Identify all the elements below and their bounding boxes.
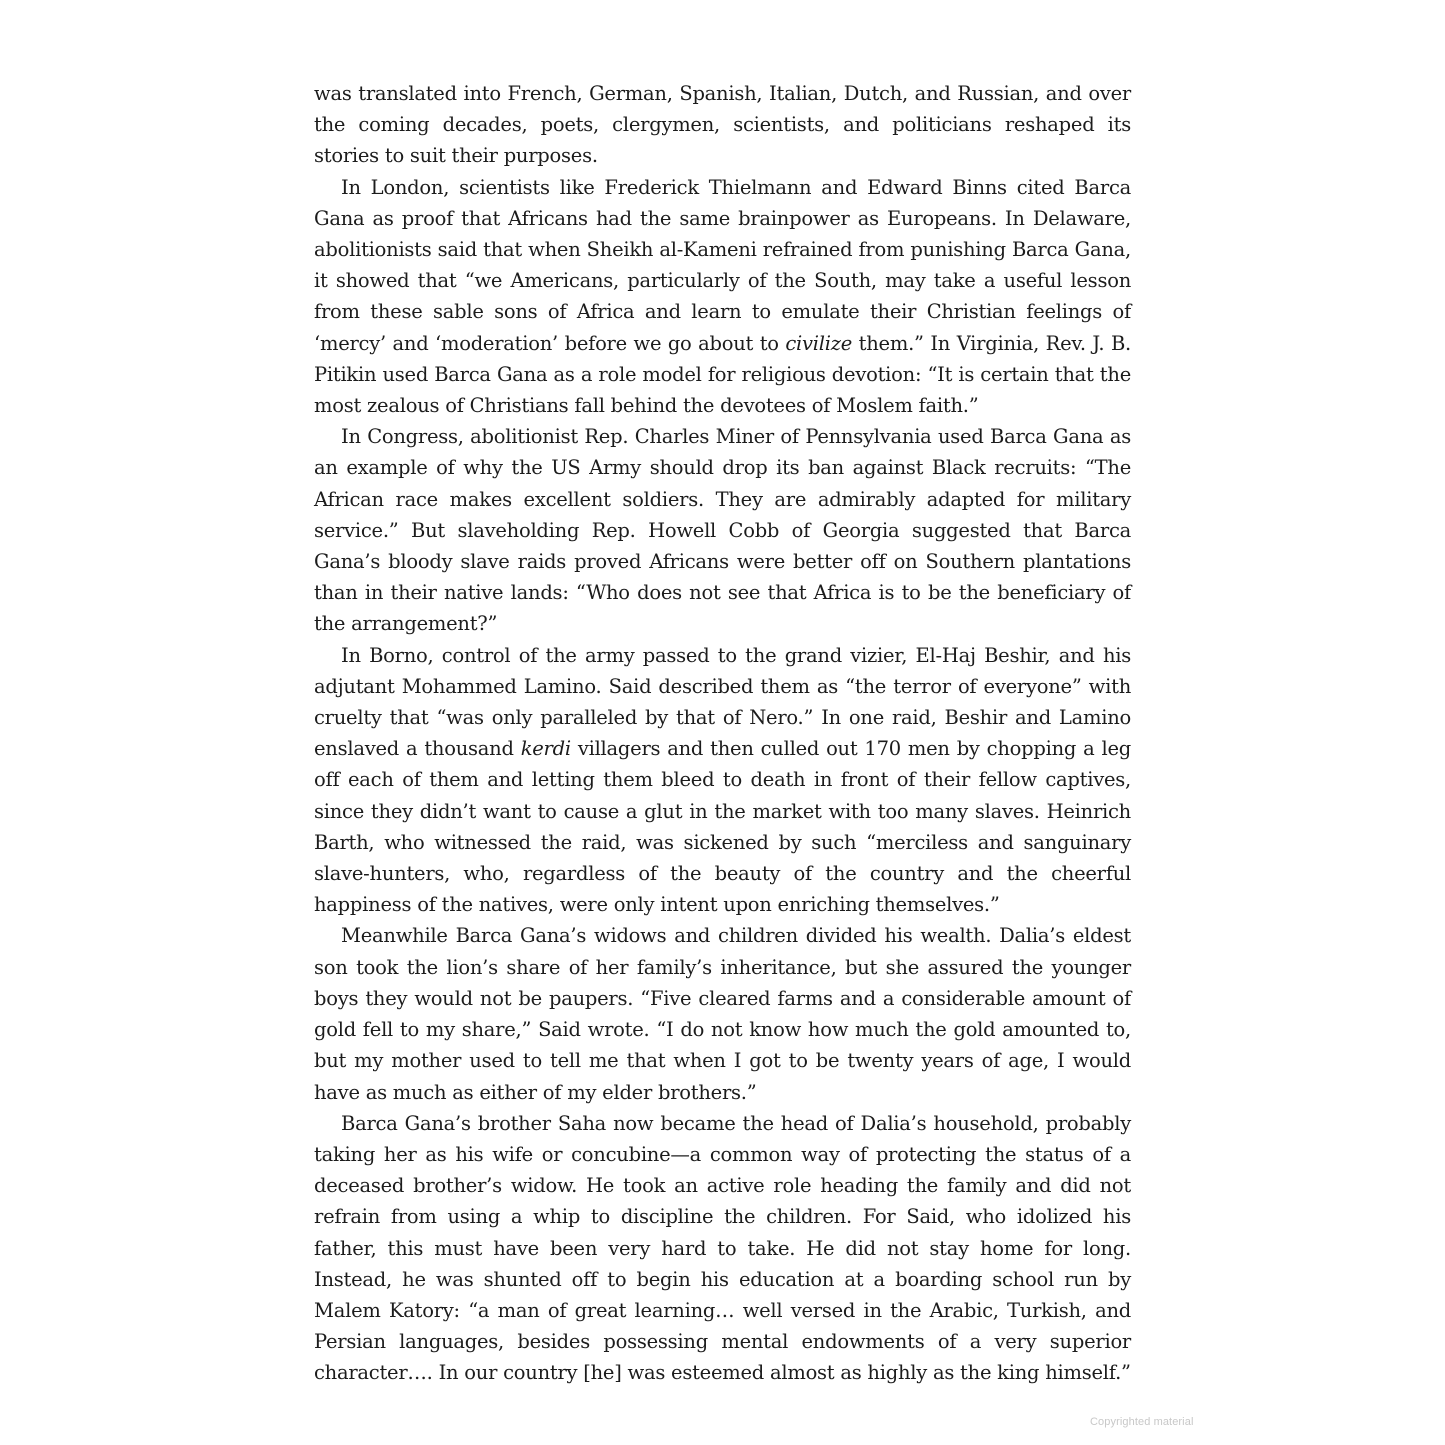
paragraph-4-italic-kerdi: kerdi [520,737,571,761]
paragraph-6 [314,1108,1131,1389]
paragraph-4 [314,640,1131,921]
paragraph-1 [314,78,1131,172]
copyright-watermark: Copyrighted material [1090,1416,1194,1428]
paragraph-6-text: Barca Gana’s brother Saha now became the head of Dalia’s household, probably taking her as his wife or concubine—a common way of protecting the status of a deceased brother’s widow. He took an active role heading the family and did not refrain from using a whip to discipline the children. For Said, who idolized his father, this must have been very hard to take. He did not stay home for long. Instead, he was shunted off to begin his education at a boarding school run by Malem Katory: “a man of great learning… well versed in the Arabic, Turkish, and Persian languages, besides possessing mental endowments of a very superior character…. In our country [he] was esteemed almost as highly as the king himself.” [314,1111,1131,1385]
paragraph-5 [314,920,1131,1107]
paragraph-3-text: In Congress, abolitionist Rep. Charles Miner of Pennsylvania used Barca Gana as an example of why the US Army should drop its ban against Black recruits: “The African race makes excellent soldiers. They are admirably adapted for military service.” But slaveholding Rep. Howell Cobb of Georgia suggested that Barca Gana’s bloody slave raids proved Africans were better off on Southern plantations than in their native lands: “Who does not see that Africa is to be the beneficiary of the arrangement?” [314,425,1131,636]
paragraph-2-text-a: In London, scientists like Frederick Thielmann and Edward Binns cited Barca Gana as proof that Africans had the same brainpower as Europeans. In Delaware, abolitionists said that when Sheikh al-Kameni refrained from punishing Barca Gana, it showed that “we Americans, particularly of the South, may take a useful lesson from these sable sons of Africa and learn to emulate their Christian feelings of ‘mercy’ and ‘moderation’ before we go about to [314,175,1131,355]
paragraph-2 [314,172,1131,422]
page-body [314,78,1131,1389]
paragraph-4-text-a: In Borno, control of the army passed to the grand vizier, El-Haj Beshir, and his adjutant Mohammed Lamino. Said described them as “the terror of everyone” with cruelty that “was only paralleled by that of Nero.” In one raid, Beshir and Lamino enslaved a thousand [314,643,1131,761]
paragraph-2-text-b: them.” In Virginia, Rev. J. B. Pitikin used Barca Gana as a role model for religious devotion: “It is certain that the most zealous of Christians fall behind the devotees of Moslem faith.” [314,331,1131,418]
paragraph-5-text: Meanwhile Barca Gana’s widows and children divided his wealth. Dalia’s eldest son took the lion’s share of her family’s inheritance, but she assured the younger boys they would not be paupers. “Five cleared farms and a considerable amount of gold fell to my share,” Said wrote. “I do not know how much the gold amounted to, but my mother used to tell me that when I got to be twenty years of age, I would have as much as either of my elder brothers.” [314,924,1131,1104]
paragraph-2-italic-civilize: civilize [785,331,853,355]
paragraph-1-text: was translated into French, German, Spanish, Italian, Dutch, and Russian, and over the coming decades, poets, clergymen, scientists, and politicians reshaped its stories to suit their purposes. [314,82,1131,168]
paragraph-3 [314,421,1131,639]
paragraph-4-text-b: villagers and then culled out 170 men by chopping a leg off each of them and letting them bleed to death in front of their fellow captives, since they didn’t want to cause a glut in the market with too many slaves. Heinrich Barth, who witnessed the raid, was sickened by such “merciless and sanguinary slave-hunters, who, regardless of the beauty of the country and the cheerful happiness of the natives, were only intent upon enriching themselves.” [314,737,1131,917]
